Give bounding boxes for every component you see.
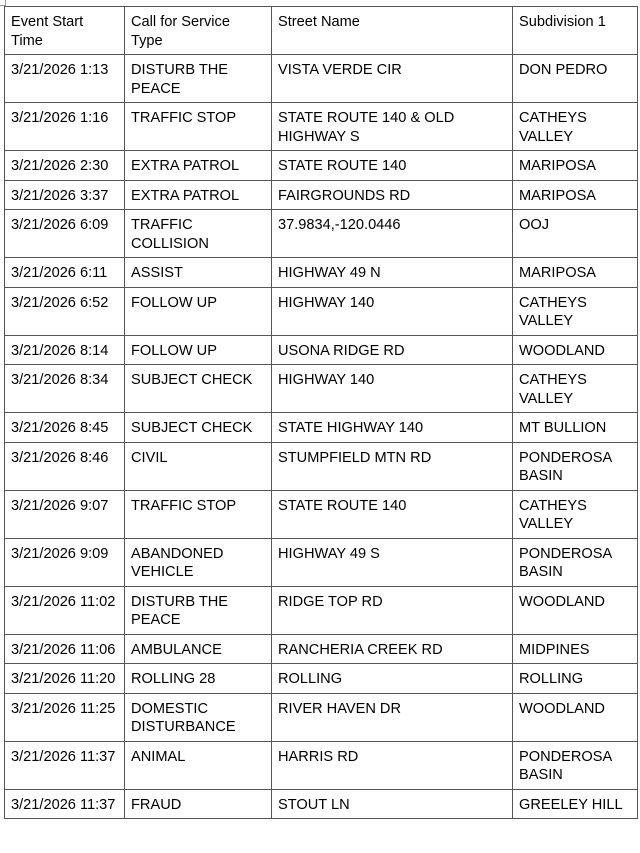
cell-call-type: ABANDONED VEHICLE: [125, 538, 272, 586]
cell-call-type: ASSIST: [125, 258, 272, 288]
table-row: [5, 413, 638, 443]
header-event-start-time: Event Start Time: [5, 7, 125, 55]
cell-subdivision: GREELEY HILL: [513, 789, 638, 819]
cell-event-time: 3/21/2026 6:09: [5, 210, 125, 258]
cell-call-type: DISTURB THE PEACE: [125, 586, 272, 634]
cell-street-name: RIVER HAVEN DR: [272, 693, 513, 741]
cell-event-time: 3/21/2026 11:20: [5, 664, 125, 694]
table-row: [5, 490, 638, 538]
cell-event-time: 3/21/2026 8:14: [5, 335, 125, 365]
cell-subdivision: WOODLAND: [513, 335, 638, 365]
cell-event-time: 3/21/2026 9:09: [5, 538, 125, 586]
cell-street-name: HIGHWAY 49 N: [272, 258, 513, 288]
table-row: [5, 693, 638, 741]
cell-call-type: AMBULANCE: [125, 634, 272, 664]
table-row: [5, 258, 638, 288]
cell-event-time: 3/21/2026 11:37: [5, 741, 125, 789]
cell-subdivision: MARIPOSA: [513, 180, 638, 210]
table-row: [5, 586, 638, 634]
cell-call-type: TRAFFIC STOP: [125, 490, 272, 538]
cell-street-name: ROLLING: [272, 664, 513, 694]
cell-event-time: 3/21/2026 6:52: [5, 287, 125, 335]
cell-call-type: DOMESTIC DISTURBANCE: [125, 693, 272, 741]
cell-subdivision: MARIPOSA: [513, 151, 638, 181]
table-row: [5, 442, 638, 490]
cell-street-name: HIGHWAY 140: [272, 287, 513, 335]
cell-subdivision: PONDEROSA BASIN: [513, 538, 638, 586]
cell-call-type: SUBJECT CHECK: [125, 413, 272, 443]
cell-street-name: STOUT LN: [272, 789, 513, 819]
table-row: [5, 741, 638, 789]
cell-call-type: ROLLING 28: [125, 664, 272, 694]
cell-call-type: EXTRA PATROL: [125, 180, 272, 210]
cell-event-time: 3/21/2026 9:07: [5, 490, 125, 538]
cell-event-time: 3/21/2026 8:45: [5, 413, 125, 443]
cell-event-time: 3/21/2026 11:02: [5, 586, 125, 634]
cell-street-name: HIGHWAY 140: [272, 365, 513, 413]
cell-subdivision: DON PEDRO: [513, 55, 638, 103]
cell-street-name: RANCHERIA CREEK RD: [272, 634, 513, 664]
table-row: [5, 335, 638, 365]
service-call-table: [4, 6, 638, 819]
cell-call-type: FRAUD: [125, 789, 272, 819]
cell-street-name: USONA RIDGE RD: [272, 335, 513, 365]
cell-subdivision: PONDEROSA BASIN: [513, 442, 638, 490]
cell-event-time: 3/21/2026 8:34: [5, 365, 125, 413]
table-header-row: [5, 7, 638, 55]
table-row: [5, 180, 638, 210]
cell-call-type: SUBJECT CHECK: [125, 365, 272, 413]
cell-subdivision: CATHEYS VALLEY: [513, 103, 638, 151]
cell-event-time: 3/21/2026 6:11: [5, 258, 125, 288]
table-row: [5, 151, 638, 181]
cell-subdivision: CATHEYS VALLEY: [513, 490, 638, 538]
cell-event-time: 3/21/2026 11:37: [5, 789, 125, 819]
cell-call-type: DISTURB THE PEACE: [125, 55, 272, 103]
cell-event-time: 3/21/2026 11:06: [5, 634, 125, 664]
header-call-type: Call for Service Type: [125, 7, 272, 55]
cell-subdivision: MARIPOSA: [513, 258, 638, 288]
cell-subdivision: OOJ: [513, 210, 638, 258]
table-row: [5, 664, 638, 694]
cell-event-time: 3/21/2026 2:30: [5, 151, 125, 181]
cell-call-type: FOLLOW UP: [125, 335, 272, 365]
cell-street-name: FAIRGROUNDS RD: [272, 180, 513, 210]
cell-street-name: STATE ROUTE 140 & OLD HIGHWAY S: [272, 103, 513, 151]
cell-street-name: RIDGE TOP RD: [272, 586, 513, 634]
cell-subdivision: WOODLAND: [513, 693, 638, 741]
cell-event-time: 3/21/2026 3:37: [5, 180, 125, 210]
cell-street-name: STATE HIGHWAY 140: [272, 413, 513, 443]
table-row: [5, 789, 638, 819]
cell-street-name: STATE ROUTE 140: [272, 490, 513, 538]
table-row: [5, 287, 638, 335]
table-row: [5, 55, 638, 103]
cell-subdivision: WOODLAND: [513, 586, 638, 634]
table-row: [5, 365, 638, 413]
cell-street-name: HARRIS RD: [272, 741, 513, 789]
cell-street-name: VISTA VERDE CIR: [272, 55, 513, 103]
cell-subdivision: CATHEYS VALLEY: [513, 287, 638, 335]
cell-street-name: STUMPFIELD MTN RD: [272, 442, 513, 490]
cell-call-type: TRAFFIC COLLISION: [125, 210, 272, 258]
cell-event-time: 3/21/2026 1:16: [5, 103, 125, 151]
cell-street-name: STATE ROUTE 140: [272, 151, 513, 181]
cell-event-time: 3/21/2026 11:25: [5, 693, 125, 741]
cell-event-time: 3/21/2026 1:13: [5, 55, 125, 103]
header-street-name: Street Name: [272, 7, 513, 55]
table-row: [5, 538, 638, 586]
table-row: [5, 103, 638, 151]
cell-call-type: FOLLOW UP: [125, 287, 272, 335]
cell-subdivision: PONDEROSA BASIN: [513, 741, 638, 789]
cell-subdivision: MT BULLION: [513, 413, 638, 443]
cell-call-type: TRAFFIC STOP: [125, 103, 272, 151]
cell-street-name: HIGHWAY 49 S: [272, 538, 513, 586]
cell-street-name: 37.9834,-120.0446: [272, 210, 513, 258]
cell-call-type: CIVIL: [125, 442, 272, 490]
header-subdivision: Subdivision 1: [513, 7, 638, 55]
cell-call-type: ANIMAL: [125, 741, 272, 789]
table-body: [5, 55, 638, 819]
cell-subdivision: MIDPINES: [513, 634, 638, 664]
cell-subdivision: ROLLING: [513, 664, 638, 694]
cell-event-time: 3/21/2026 8:46: [5, 442, 125, 490]
cell-call-type: EXTRA PATROL: [125, 151, 272, 181]
table-row: [5, 210, 638, 258]
cell-subdivision: CATHEYS VALLEY: [513, 365, 638, 413]
table-row: [5, 634, 638, 664]
